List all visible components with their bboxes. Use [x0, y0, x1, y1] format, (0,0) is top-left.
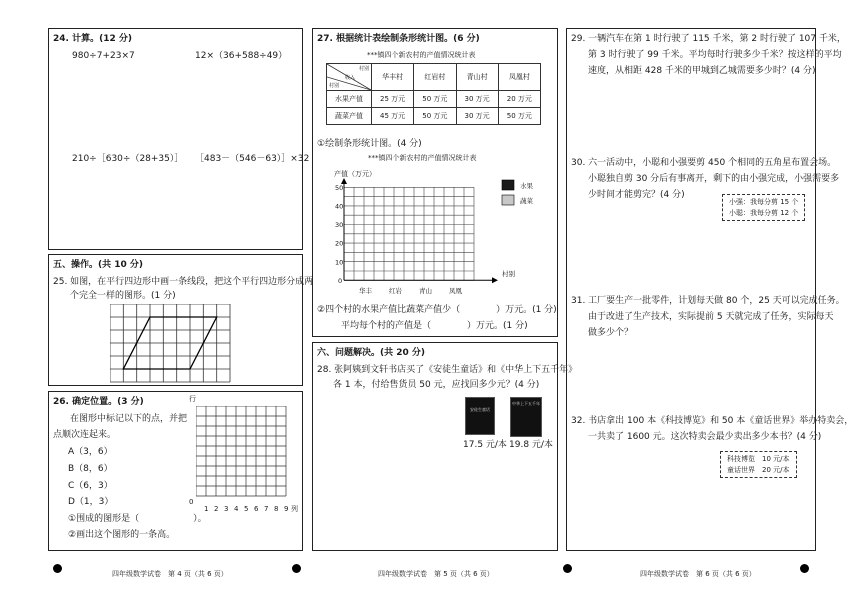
y-tick-label: 30 [335, 221, 344, 230]
table-col-header: 青山村 [456, 64, 498, 91]
x-category-label: 凤凰 [449, 287, 462, 295]
q32-note-tonghua: 童话世界 20 元/本 [727, 465, 790, 474]
q28-line1: 28. 张阿姨到文轩书店买了《安徒生童话》和《中华上下五千年》 [317, 365, 578, 375]
q29-line1: 29. 一辆汽车在第 1 时行驶了 115 千米，第 2 时行驶了 107 千米， [571, 34, 846, 44]
book-andersen-cover [465, 397, 495, 435]
q25-line1: 25. 如图，在平行四边形中画一条线段，把这个平行四边形分成两 [53, 277, 314, 287]
binding-hole [292, 564, 301, 573]
q27-title: 27. 根据统计表绘制条形统计图。(6 分) [317, 34, 480, 44]
table-col-header: 凤凰村 [498, 64, 540, 91]
coord-xtick: 3 [224, 505, 229, 513]
q31-line2: 由于改进了生产技术，实际提前 5 天就完成了任务，实际每天 [588, 312, 834, 322]
table-cell: 50 万元 [414, 91, 456, 108]
coord-xtick: 7 [264, 505, 269, 513]
coordinate-grid[interactable] [196, 406, 288, 504]
section5-title: 五、操作。(共 10 分) [53, 260, 144, 270]
table-cell: 30 万元 [456, 91, 498, 108]
q32-note-keji: 科技博览 10 元/本 [727, 455, 790, 463]
legend-label-fruit: 水果 [520, 182, 533, 190]
table-cell: 30 万元 [456, 108, 498, 125]
coord-xtick: 5 [244, 505, 249, 513]
book-history-title: 中华上下五千年 [512, 401, 540, 406]
y-tick-label: 10 [335, 258, 344, 267]
table-row-header: 水果产值 [327, 91, 372, 108]
coord-xtick: 4 [234, 505, 239, 513]
chart-xlabel: 村别 [502, 270, 515, 278]
q26-point-c: C（6，3） [68, 481, 113, 491]
q24-expr2: 12×（36+588÷49） [195, 51, 288, 61]
y-tick-label: 20 [335, 239, 344, 248]
q29-line3: 速度，从相距 428 千米的甲城到乙城需要多少时？(4 分) [588, 66, 816, 76]
q26-sub2: ②画出这个图形的一条高。 [68, 530, 176, 540]
q28-line2: 各 1 本，付给售货员 50 元，应找回多少元？(4 分) [333, 380, 540, 390]
y-tick-label: 40 [335, 202, 344, 211]
table-corner-cell [327, 64, 372, 91]
q27-sub1: ①绘制条形统计图。(4 分) [317, 139, 422, 149]
coord-xtick: 9 [284, 505, 289, 513]
coord-xtick: 2 [214, 505, 219, 513]
legend-label-vegetable: 蔬菜 [520, 197, 533, 205]
coord-xtick: 8 [274, 505, 279, 513]
bar-chart[interactable] [330, 178, 550, 298]
q30-speech-note [722, 194, 805, 221]
table-col-header: 红岩村 [414, 64, 456, 91]
q32-line1: 32. 书店拿出 100 本《科技博览》和 50 本《童话世界》举办特卖会， [571, 416, 854, 426]
q30-line2: 小聪独自剪 30 分后有事离开，剩下的由小强完成，小强需要多 [588, 174, 840, 184]
coord-axis-x-label: 列 [291, 505, 298, 513]
table-cell: 20 万元 [498, 91, 540, 108]
table-cell: 50 万元 [498, 108, 540, 125]
q24-title: 24. 计算。(12 分) [53, 34, 132, 44]
table-header-c: 村别 [329, 83, 340, 89]
q29-line2: 第 3 时行驶了 99 千米。平均每时行驶多少千米？按这样的平均 [588, 50, 842, 60]
chart-ylabel: 产值（万元） [334, 170, 376, 178]
q26-sub1: ①围成的图形是（ ）。 [68, 514, 207, 524]
x-category-label: 青山 [419, 287, 432, 295]
q30-line1: 30. 六一活动中，小聪和小强要剪 450 个相同的五角星布置会场。 [571, 158, 837, 168]
binding-hole [563, 564, 572, 573]
table-cell: 45 万元 [372, 108, 414, 125]
table-row-header: 蔬菜产值 [327, 108, 372, 125]
table-cell: 50 万元 [414, 108, 456, 125]
book-history-cover [510, 397, 542, 437]
footer-page6: 四年级数学试卷 第 6 页（共 6 页） [640, 570, 756, 578]
x-category-label: 华丰 [359, 287, 372, 295]
q24-expr3: 210÷［630÷（28+35）］ [72, 154, 184, 164]
coord-xtick: 6 [254, 505, 259, 513]
q30-note-xiaocong: 小聪：我每分剪 12 个 [729, 208, 799, 217]
q31-line1: 31. 工厂要生产一批零件，计划每天做 80 个，25 天可以完成任务。 [571, 296, 845, 306]
table-header-a: 村别 [358, 66, 369, 72]
q25-line2: 个完全一样的图形。(1 分) [70, 291, 176, 301]
binding-hole [53, 564, 62, 573]
q30-line3: 少时间才能剪完？(4 分) [588, 190, 685, 200]
chart-grid [344, 187, 474, 280]
book-andersen-price: 17.5 元/本 [463, 440, 507, 450]
q26-point-b: B（8，6） [68, 464, 113, 474]
q26-line1: 在图形中标记以下的点，并把 [70, 414, 188, 424]
table-cell: 25 万元 [372, 91, 414, 108]
chart-title: ***镇四个新农村的产值情况统计表 [368, 154, 477, 162]
table-header-b: 收入 [345, 75, 356, 81]
q24-expr4: ［483－（546－63）］×32 [195, 154, 310, 164]
q26-point-d: D（1，3） [68, 497, 114, 507]
table-col-header: 华丰村 [372, 64, 414, 91]
q26-line2: 点顺次连起来。 [53, 430, 117, 440]
footer-page4: 四年级数学试卷 第 4 页（共 6 页） [112, 570, 228, 578]
coord-xtick: 1 [204, 505, 209, 513]
q30-note-xiaoqiang: 小强：我每分剪 15 个 [729, 198, 799, 206]
binding-hole [800, 564, 809, 573]
legend-swatch-fruit [502, 180, 514, 190]
chart-x-axis-arrow [492, 277, 498, 283]
q27-sub3: 平均每个村的产值是（ ）万元。(1 分) [341, 321, 528, 331]
coord-xtick: 0 [189, 498, 194, 506]
q26-axis-y-label: 行 [189, 395, 196, 403]
section6-title: 六、问题解决。(共 20 分) [317, 348, 426, 358]
village-output-table [326, 63, 541, 125]
q31-line3: 做多少个？ [588, 328, 634, 338]
q24-expr1: 980÷7+23×7 [72, 51, 135, 61]
footer-page5: 四年级数学试卷 第 5 页（共 6 页） [378, 570, 494, 578]
q27-sub2: ②四个村的水果产值比蔬菜产值少（ ）万元。(1 分) [317, 305, 557, 315]
q26-point-a: A（3，6） [68, 447, 113, 457]
q26-title: 26. 确定位置。(3 分) [53, 397, 144, 407]
legend-swatch-vegetable [502, 195, 514, 205]
book-andersen-title: 安徒生童话 [470, 407, 490, 412]
parallelogram-grid[interactable] [110, 304, 233, 384]
y-tick-label: 0 [338, 277, 343, 285]
q27-table-title: ***镇四个新农村的产值情况统计表 [367, 51, 476, 59]
book-history-price: 19.8 元/本 [509, 440, 553, 450]
x-category-label: 红岩 [389, 287, 402, 295]
y-tick-label: 50 [335, 184, 344, 192]
q32-price-note [720, 451, 797, 478]
q32-line2: 一共卖了 1600 元。这次特卖会最少卖出多少本书？(4 分) [588, 432, 822, 442]
